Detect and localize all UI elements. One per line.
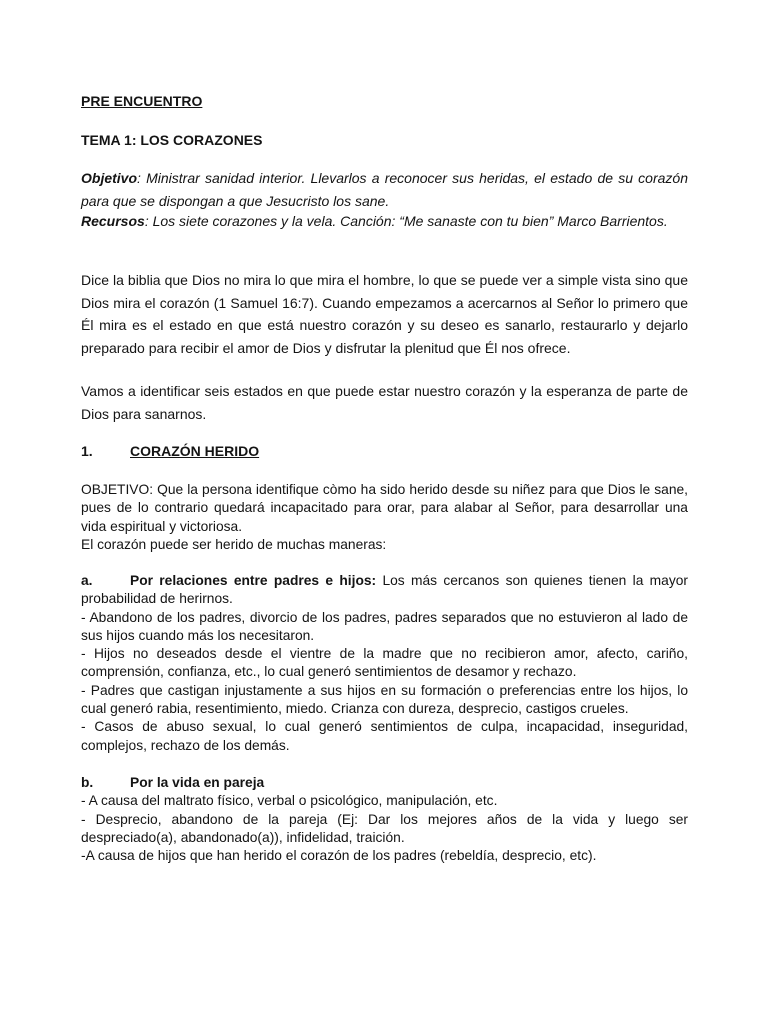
list-item: - Abandono de los padres, divorcio de los padres, padres separados que no estuvieron al lado de sus hijos cuando más los necesitaron. [81,609,688,643]
list-item: - Hijos no deseados desde el vientre de la madre que no recibieron amor, afecto, cariño, comprensión, confianza, etc., lo cual generó sentimientos de desamor y rechazo. [81,646,688,680]
objetivo-paragraph [81,167,688,212]
list-item: - Casos de abuso sexual, lo cual generó sentimientos de culpa, incapacidad, inseguridad, complejos, rechazo de los demás. [81,719,688,753]
item-a-text: Los más cercanos son quienes tienen la mayor probabilidad de herirnos. [81,573,688,607]
section-number: 1. [81,443,93,459]
item-a-letter: a. [81,573,93,588]
section-heading [81,443,688,459]
recursos-paragraph [81,210,688,233]
intro-paragraph-2: Vamos a identificar seis estados en que puede estar nuestro corazón y la esperanza de parte de Dios para sanarnos. [81,383,688,422]
item-b-title: Por la vida en pareja [130,775,265,790]
item-b [81,774,688,865]
intro-paragraph-1: Dice la biblia que Dios no mira lo que mira el hombre, lo que se puede ver a simple vista sino que Dios mira el corazón (1 Samuel 16:7). Cuando empezamos a acercarnos al Señor lo primero que Él mira es el estado en que está nuestro corazón y su deseo es sanarlo, restaurarlo y dejarlo preparado para recibir el amor de Dios y disfrutar la plenitud que Él nos ofrece. [81,272,688,356]
item-a-title: Por relaciones entre padres e hijos: [130,573,377,588]
objetivo-label: Objetivo [81,170,138,186]
item-b-letter: b. [81,775,94,790]
section-objetivo: OBJETIVO: Que la persona identifique còmo ha sido herido desde su niñez para que Dios le sane, pues de lo contrario quedará incapacitado para orar, para alabar al Señor, para desarrollar una vida espiritual y victoriosa. [81,482,688,534]
section-title: CORAZÓN HERIDO [130,443,260,459]
document-title: PRE ENCUENTRO [81,93,203,109]
list-item: - A causa del maltrato físico, verbal o psicológico, manipulación, etc. [81,793,498,809]
section-intro: El corazón puede ser herido de muchas maneras: [81,537,387,552]
list-item: -A causa de hijos que han herido el corazón de los padres (rebeldía, desprecio, etc). [81,848,597,864]
document-subtitle: TEMA 1: LOS CORAZONES [81,132,263,148]
recursos-label: Recursos [81,213,145,229]
item-a [81,572,688,755]
list-item: - Desprecio, abandono de la pareja (Ej: Dar los mejores años de la vida y luego ser despreciado(a), abandonado(a)), infidelidad, traición. [81,811,688,845]
objetivo-text: : Ministrar sanidad interior. Llevarlos a reconocer sus heridas, el estado de su corazón para que se dispongan a que Jesucristo los sane. [81,170,688,209]
recursos-text: : Los siete corazones y la vela. Canción: “Me sanaste con tu bien” Marco Barrientos. [144,213,668,229]
list-item: - Padres que castigan injustamente a sus hijos en su formación o preferencias entre los hijos, lo cual generó rabia, resentimiento, miedo. Crianza con dureza, desprecio, castigos crueles. [81,682,688,717]
